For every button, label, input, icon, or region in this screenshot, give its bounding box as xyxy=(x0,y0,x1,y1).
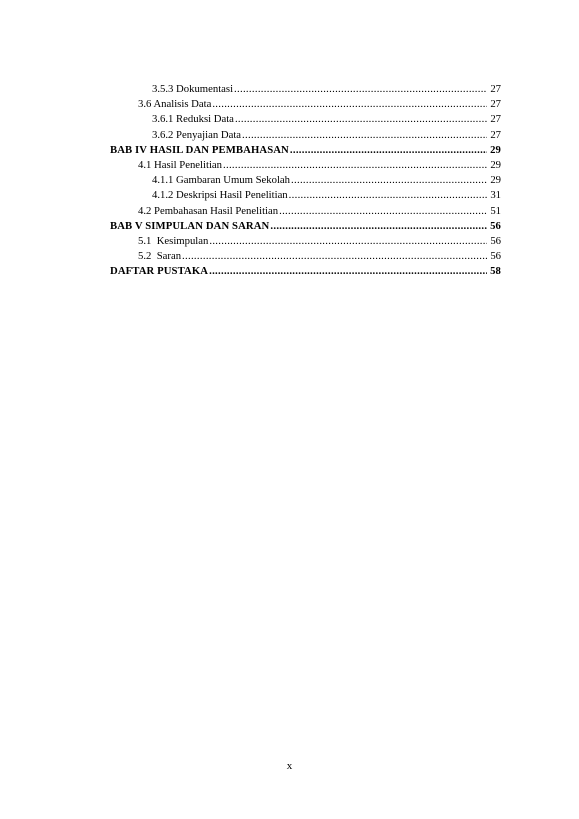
toc-entry-label: 4.1.1 Gambaran Umum Sekolah xyxy=(152,174,291,187)
toc-entry-3-6[interactable] xyxy=(110,97,501,112)
dot-leader xyxy=(291,173,487,188)
toc-entry-page: 51 xyxy=(490,204,501,217)
toc-entry-3-5-3[interactable] xyxy=(110,82,501,97)
page-number: x xyxy=(286,760,293,772)
toc-entry-page: 31 xyxy=(490,189,501,202)
toc-entry-page: 56 xyxy=(490,219,501,232)
dot-leader xyxy=(182,249,487,264)
toc-entry-3-6-2[interactable] xyxy=(110,128,501,143)
dot-leader xyxy=(270,219,487,234)
toc-entry-page: 27 xyxy=(490,128,501,141)
toc-entry-page: 27 xyxy=(490,83,501,95)
toc-entry-label: 3.6.2 Penyajian Data xyxy=(152,128,242,141)
dot-leader xyxy=(242,128,487,143)
toc-entry-4-1-2[interactable] xyxy=(110,188,501,203)
dot-leader xyxy=(223,158,487,173)
toc-entry-label: 5.2 Saran xyxy=(138,250,182,263)
toc-entry-5-2[interactable] xyxy=(110,249,501,264)
toc-entry-page: 56 xyxy=(490,250,501,263)
dot-leader xyxy=(212,97,487,112)
dot-leader xyxy=(290,143,487,158)
toc-entry-4-1[interactable] xyxy=(110,158,501,173)
toc-entry-label: 4.1.2 Deskripsi Hasil Penelitian xyxy=(152,189,288,202)
toc-entry-page: 29 xyxy=(490,174,501,187)
toc-entry-page: 27 xyxy=(490,98,501,111)
toc-entry-page: 29 xyxy=(490,158,501,171)
toc-entry-5-1[interactable] xyxy=(110,234,501,249)
dot-leader xyxy=(279,204,487,219)
dot-leader xyxy=(234,82,487,97)
toc-entry-4-2[interactable] xyxy=(110,204,501,219)
toc-entry-label: 3.6 Analisis Data xyxy=(138,98,212,111)
dot-leader xyxy=(209,264,487,279)
table-of-contents xyxy=(110,82,501,279)
toc-entry-page: 27 xyxy=(490,113,501,126)
toc-entry-label: BAB IV HASIL DAN PEMBAHASAN xyxy=(110,143,289,156)
toc-entry-daftar-pustaka[interactable] xyxy=(110,264,501,279)
toc-entry-label: 5.1 Kesimpulan xyxy=(138,234,209,247)
toc-entry-label: BAB V SIMPULAN DAN SARAN xyxy=(110,219,270,232)
toc-entry-bab-v[interactable] xyxy=(110,219,501,234)
toc-entry-label: 3.5.3 Dokumentasi xyxy=(152,83,234,95)
toc-entry-label: DAFTAR PUSTAKA xyxy=(110,265,209,278)
dot-leader xyxy=(235,112,487,127)
toc-entry-page: 58 xyxy=(490,265,501,278)
dot-leader xyxy=(289,188,487,203)
toc-entry-3-6-1[interactable] xyxy=(110,112,501,127)
dot-leader xyxy=(209,234,487,249)
toc-entry-label: 4.2 Pembahasan Hasil Penelitian xyxy=(138,204,279,217)
toc-entry-page: 56 xyxy=(490,234,501,247)
toc-entry-bab-iv[interactable] xyxy=(110,143,501,158)
toc-entry-label: 3.6.1 Reduksi Data xyxy=(152,113,234,126)
toc-entry-label: 4.1 Hasil Penelitian xyxy=(138,158,223,171)
toc-entry-4-1-1[interactable] xyxy=(110,173,501,188)
toc-entry-page: 29 xyxy=(490,143,501,156)
